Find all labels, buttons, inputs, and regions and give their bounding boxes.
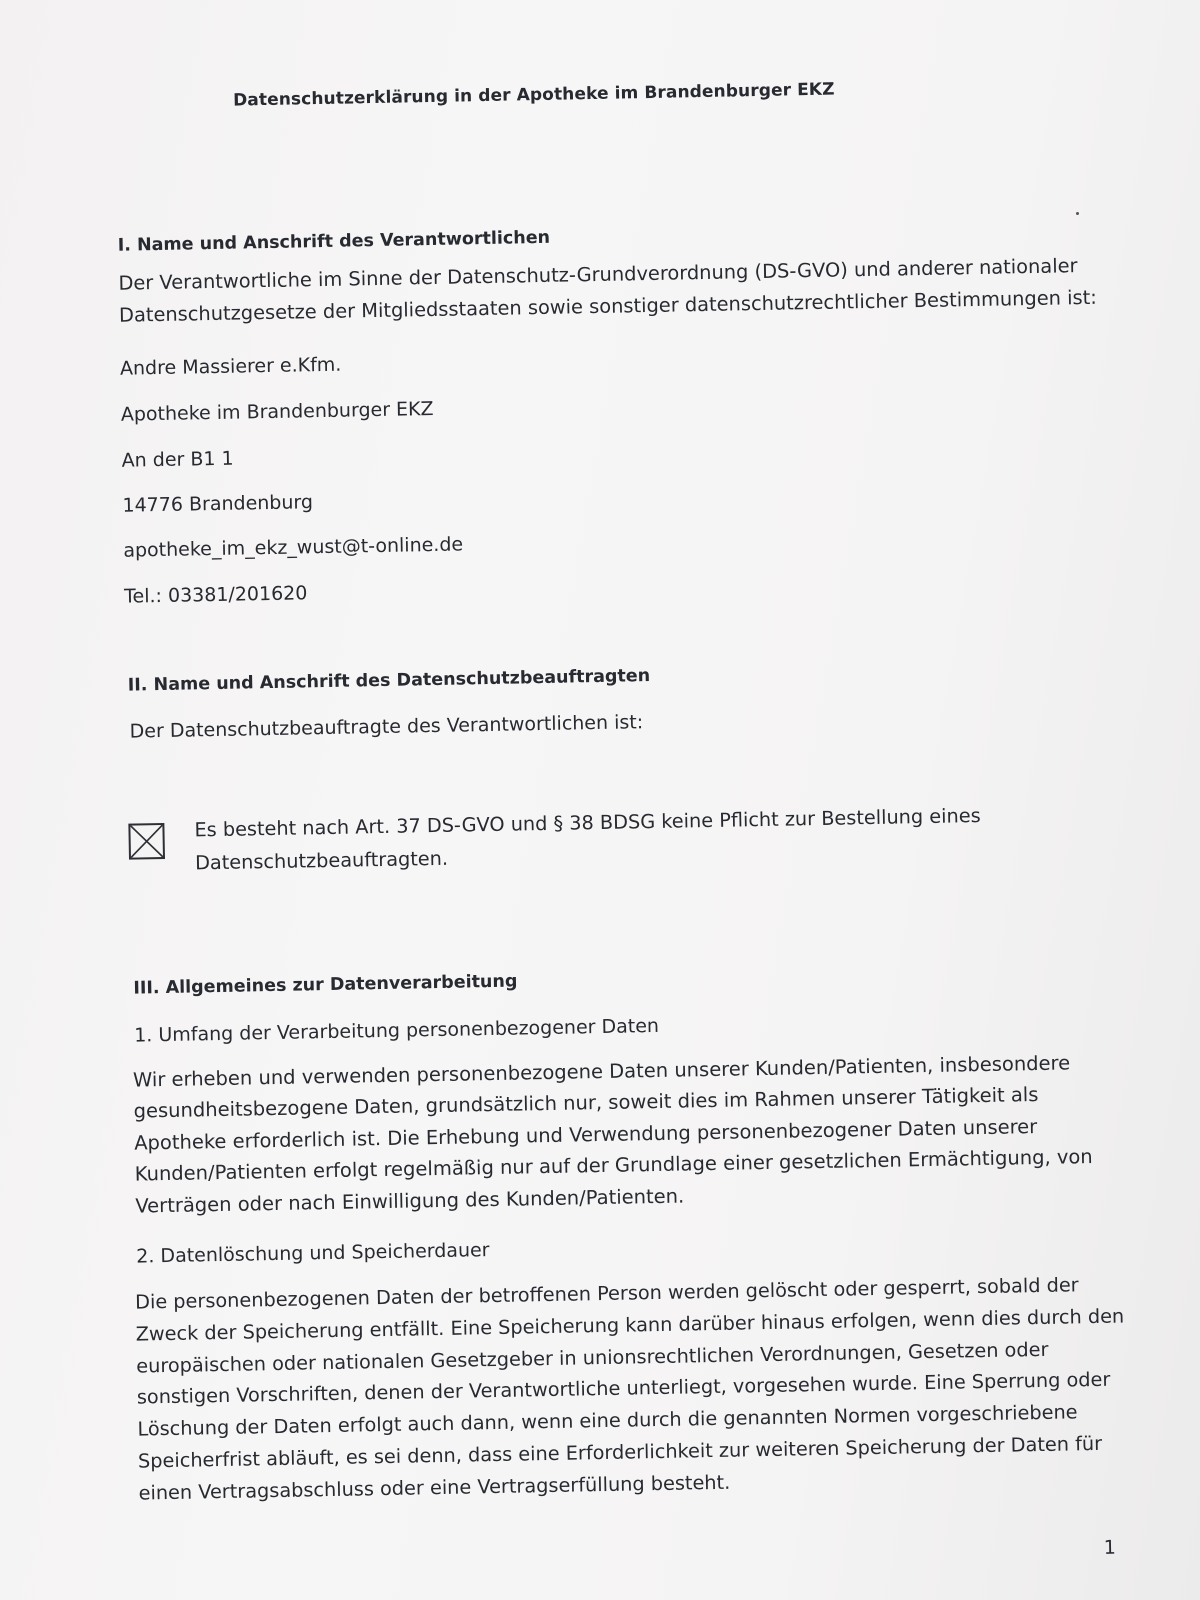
dpo-checkbox — [128, 823, 165, 860]
controller-street: An der B1 1 — [121, 447, 234, 472]
paragraph-line: Apotheke erforderlich ist. Die Erhebung und Verwendung personenbezogener Daten unserer — [133, 1114, 1038, 1155]
section-1-heading: I. Name und Anschrift des Verantwortlichen — [117, 227, 551, 256]
section-1-intro — [118, 250, 1097, 331]
paragraph-line: Speicherfrist abläuft, es sei denn, dass eine Erforderlichkeit zur weiteren Speicherung der Daten für — [137, 1431, 1103, 1473]
paragraph-line: Löschung der Daten erfolgt auch dann, wenn eine durch die genannten Normen vorgeschriebene — [137, 1400, 1078, 1441]
controller-company: Apotheke im Brandenburger EKZ — [120, 397, 434, 426]
dpo-checkbox-line: Es besteht nach Art. 37 DS-GVO und § 38 BDSG keine Pflicht zur Bestellung eines — [194, 804, 981, 842]
section-2-heading: II. Name und Anschrift des Datenschutzbeauftragten — [127, 666, 651, 696]
checkbox-cross-icon — [130, 825, 163, 858]
controller-city: 14776 Brandenburg — [122, 491, 314, 517]
paragraph-line: Wir erheben und verwenden personenbezogene Daten unserer Kunden/Patienten, insbesondere — [132, 1051, 1071, 1092]
section-3-heading: III. Allgemeines zur Datenverarbeitung — [133, 971, 518, 999]
section-3-paragraph-1 — [133, 1047, 1094, 1222]
section-3-subtitle-1: 1. Umfang der Verarbeitung personenbezogener Daten — [134, 1014, 660, 1047]
section-2-intro: Der Datenschutzbeauftragte des Verantwortlichen ist: — [129, 711, 644, 743]
section-1-intro-line: Datenschutzgesetze der Mitgliedsstaaten sowie sonstiger datenschutzrechtlicher Bestimmungen ist: — [118, 285, 1097, 327]
paper-speck — [1076, 212, 1079, 215]
paragraph-line: europäischen oder nationalen Gesetzgeber in unionsrechtlichen Verordnungen, Gesetzen oder — [136, 1337, 1049, 1378]
paragraph-line: einen Vertragsabschluss oder eine Vertragserfüllung besteht. — [138, 1470, 731, 1505]
section-1-intro-line: Der Verantwortliche im Sinne der Datenschutz-Grundverordnung (DS-GVO) und anderer nationaler — [118, 254, 1078, 295]
paragraph-line: Zweck der Speicherung entfällt. Eine Speicherung kann darüber hinaus erfolgen, wenn dies durch den — [135, 1304, 1125, 1346]
section-3-subtitle-2: 2. Datenlöschung und Speicherdauer — [136, 1239, 490, 1268]
paragraph-line: Verträgen oder nach Einwilligung des Kunden/Patienten. — [135, 1184, 685, 1218]
controller-phone: Tel.: 03381/201620 — [123, 582, 308, 608]
dpo-checkbox-text — [194, 799, 981, 879]
section-3-paragraph-2 — [135, 1268, 1128, 1509]
controller-name: Andre Massierer e.Kfm. — [119, 353, 342, 380]
page-number: 1 — [1103, 1536, 1117, 1559]
dpo-checkbox-line: Datenschutzbeauftragten. — [194, 846, 449, 875]
paragraph-line: Kunden/Patienten erfolgt regelmäßig nur auf der Grundlage einer gesetzlichen Ermächtigung, von — [134, 1145, 1093, 1186]
controller-email: apotheke_im_ekz_wust@t-online.de — [123, 533, 464, 562]
paragraph-line: Die personenbezogenen Daten der betroffenen Person werden gelöscht oder gesperrt, sobald der — [134, 1273, 1079, 1314]
paragraph-line: sonstigen Vorschriften, denen der Verantwortliche unterliegt, vorgesehen wurde. Eine Sperrung oder — [136, 1368, 1111, 1409]
paragraph-line: gesundheitsbezogene Daten, grundsätzlich nur, soweit dies im Rahmen unserer Tätigkeit als — [133, 1083, 1039, 1124]
document-title: Datenschutzerklärung in der Apotheke im Brandenburger EKZ — [232, 79, 835, 111]
